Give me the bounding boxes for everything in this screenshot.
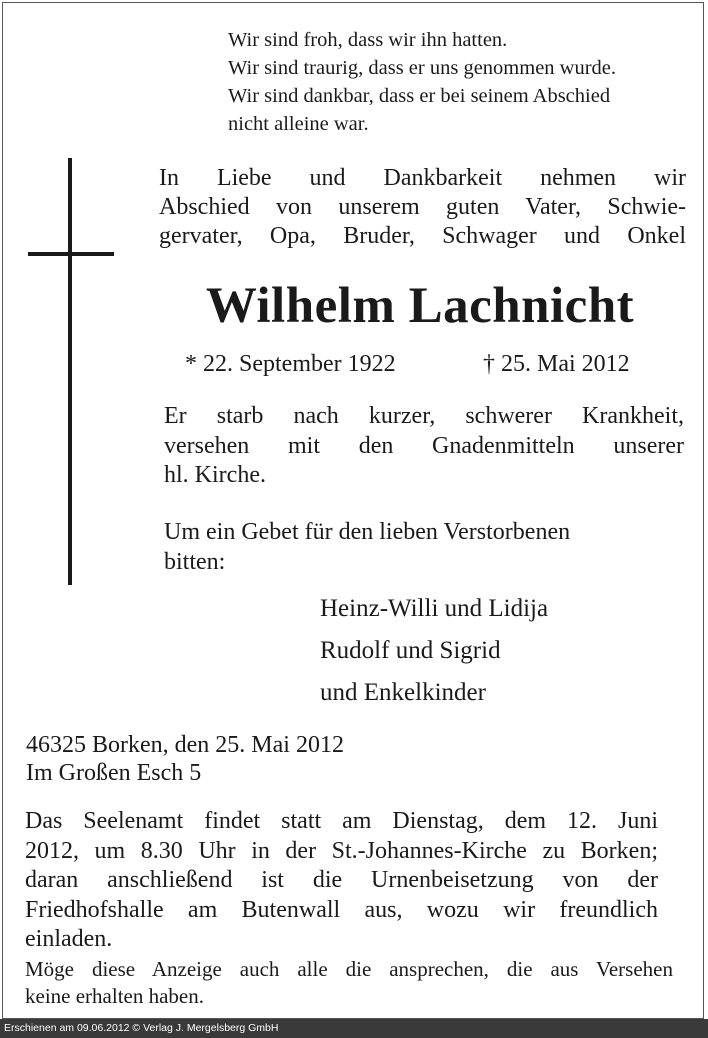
death-text-line: hl. Kirche. bbox=[164, 462, 266, 488]
poem-line: Wir sind dankbar, dass er bei seinem Abschied bbox=[228, 85, 611, 107]
service-line: Das Seelenamt findet statt am Dienstag, dem 12. Juni bbox=[25, 808, 658, 834]
service-line: daran anschließend ist die Urnenbeisetzung von der bbox=[25, 867, 658, 893]
death-text-line: versehen mit den Gnadenmitteln unserer bbox=[164, 432, 684, 459]
service-line: einladen. bbox=[25, 926, 113, 952]
prayer-line: bitten: bbox=[164, 548, 226, 575]
death-text-line: Er starb nach kurzer, schwerer Krankheit, bbox=[164, 403, 684, 429]
mourner: und Enkelkinder bbox=[320, 679, 486, 706]
publication-footer: Erschienen am 09.06.2012 © Verlag J. Mergelsberg GmbH bbox=[0, 1019, 708, 1038]
service-line: 2012, um 8.30 Uhr in der St.-Johannes-Kirche zu Borken; bbox=[25, 837, 658, 864]
intro-text bbox=[159, 164, 686, 251]
death-date: † 25. Mai 2012 bbox=[483, 351, 630, 377]
address bbox=[26, 731, 344, 787]
poem bbox=[228, 26, 616, 138]
cross-icon-bar bbox=[28, 252, 114, 256]
service-info bbox=[25, 807, 658, 955]
poem-line: nicht alleine war. bbox=[228, 113, 369, 135]
address-line: 46325 Borken, den 25. Mai 2012 bbox=[26, 732, 344, 758]
note-line: keine erhalten haben. bbox=[25, 984, 204, 1008]
birth-date: * 22. September 1922 bbox=[185, 351, 396, 377]
prayer-request bbox=[164, 518, 684, 577]
service-line: Friedhofshalle am Butenwall aus, wozu wir freundlich bbox=[25, 896, 658, 923]
note-line: Möge diese Anzeige auch alle die ansprechen, die aus Versehen bbox=[25, 957, 673, 981]
address-line: Im Großen Esch 5 bbox=[26, 760, 202, 786]
mourner: Rudolf und Sigrid bbox=[320, 637, 501, 664]
deceased-name: Wilhelm Lachnicht bbox=[205, 278, 635, 334]
mourner: Heinz-Willi und Lidija bbox=[320, 595, 549, 622]
mourners-list bbox=[320, 588, 548, 714]
intro-line: In Liebe und Dankbarkeit nehmen wir bbox=[159, 165, 686, 191]
cross-icon bbox=[68, 158, 72, 585]
closing-note bbox=[25, 956, 673, 1010]
intro-line: gervater, Opa, Bruder, Schwager und Onkel bbox=[159, 223, 686, 249]
death-text bbox=[164, 402, 684, 491]
intro-line: Abschied von unserem guten Vater, Schwie- bbox=[159, 194, 686, 220]
poem-line: Wir sind froh, dass wir ihn hatten. bbox=[228, 29, 508, 51]
poem-line: Wir sind traurig, dass er uns genommen wurde. bbox=[228, 57, 617, 79]
prayer-line: Um ein Gebet für den lieben Verstorbenen bbox=[164, 519, 571, 545]
